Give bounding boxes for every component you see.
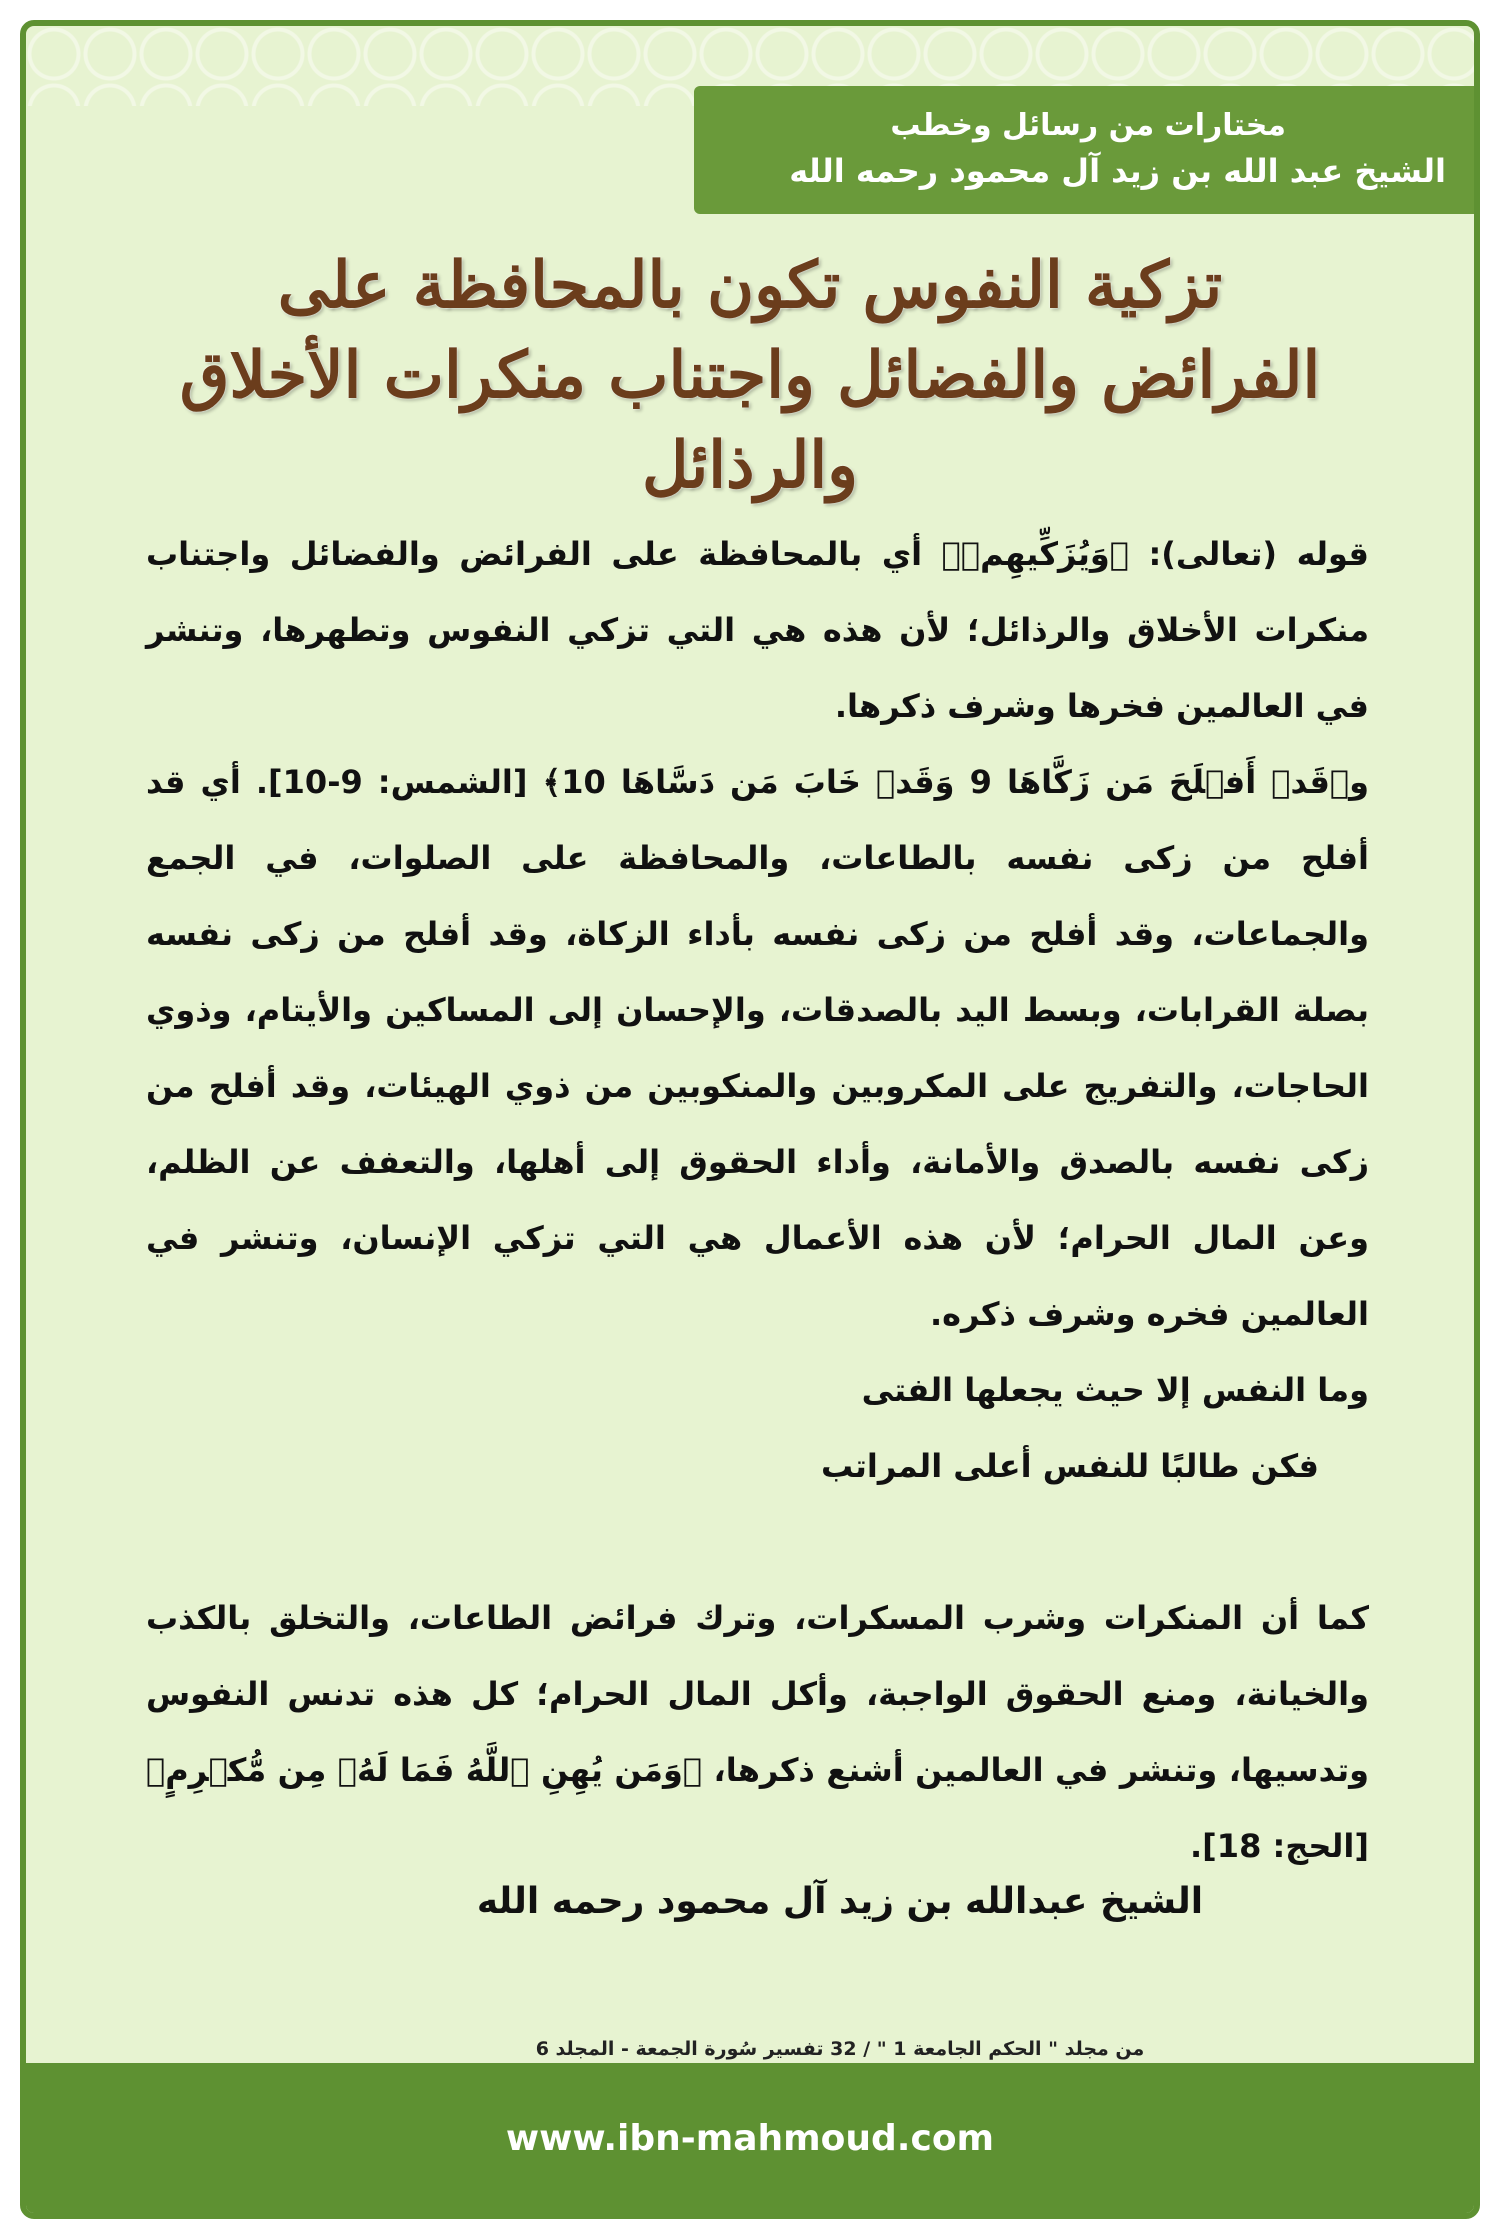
header-band — [694, 86, 1474, 214]
page-title — [86, 241, 1414, 511]
footer-bar — [26, 2063, 1474, 2213]
signature: الشيخ عبدالله بن زيد آل محمود رحمه الله — [476, 1881, 1204, 1922]
header-subtitle: مختارات من رسائل وخطب — [890, 108, 1286, 143]
paragraph-2: و﴿قَدۡ أَفۡلَحَ مَن زَكَّاهَا 9 وَقَدۡ خَابَ مَن دَسَّاهَا 10﴾ [الشمس: 9-10]. أي قد أفلح من زكى نفسه بالطاعات، والمحافظة على الصلوات، في الجمع والجماعات، وقد أفلح من زكى نفسه بأداء الزكاة، وقد أفلح من زكى نفسه بصلة القرابات، وبسط اليد بالصدقات، والإحسان إلى المساكين والأيتام، وذوي الحاجات، والتفريج على المكروبين والمنكوبين من ذوي الهيئات، وقد أفلح من زكى نفسه بالصدق والأمانة، وأداء الحقوق إلى أهلها، والتعفف عن الظلم، وعن المال الحرام؛ لأن هذه الأعمال هي التي تزكي الإنسان، وتنشر في العالمين فخره وشرف ذكره. — [146, 763, 1370, 1333]
website-link[interactable]: www.ibn-mahmoud.com — [505, 2117, 995, 2159]
article-body — [146, 516, 1369, 1884]
title-line-3: والرذائل — [641, 428, 859, 503]
spacer — [146, 1504, 1369, 1580]
source-citation: من مجلد " الحكم الجامعة 1 " / 32 تفسير سُورة الجمعة - المجلد 6 — [535, 2038, 1145, 2060]
header-author: الشيخ عبد الله بن زيد آل محمود رحمه الله — [789, 152, 1446, 190]
page-frame — [20, 20, 1480, 2219]
paragraph-3: كما أن المنكرات وشرب المسكرات، وترك فرائض الطاعات، والتخلق بالكذب والخيانة، ومنع الحقوق الواجبة، وأكل المال الحرام؛ كل هذه تدنس النفوس وتدسيها، وتنشر في العالمين أشنع ذكرها، ﴿وَمَن يُهِنِ ٱللَّهُ فَمَا لَهُۥ مِن مُّكۡرِمٍ﴾ [الحج: 18]. — [146, 1599, 1369, 1865]
poem-line-1: وما النفس إلا حيث يجعلها الفتى — [861, 1371, 1369, 1409]
title-line-2: الفرائض والفضائل واجتناب منكرات الأخلاق — [179, 338, 1321, 413]
paragraph-1: قوله (تعالى): ﴿وَيُزَكِّيهِمۡ﴾ أي بالمحافظة على الفرائض والفضائل واجتناب منكرات الأخلاق والرذائل؛ لأن هذه هي التي تزكي النفوس وتطهرها، وتنشر في العالمين فخرها وشرف ذكرها. — [146, 535, 1369, 725]
poem-line-2: فكن طالبًا للنفس أعلى المراتب — [820, 1447, 1319, 1485]
title-line-1: تزكية النفوس تكون بالمحافظة على — [277, 248, 1223, 323]
